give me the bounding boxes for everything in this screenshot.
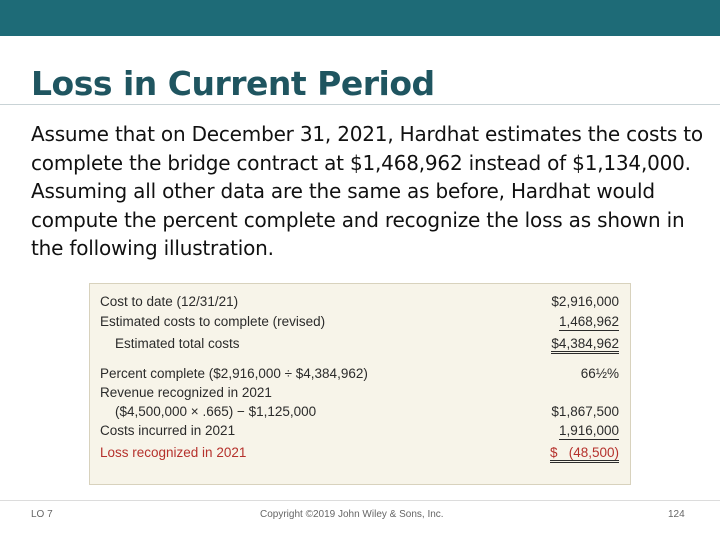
row-label: Costs incurred in 2021 bbox=[100, 423, 236, 438]
row-label: Estimated costs to complete (revised) bbox=[100, 314, 326, 329]
body-line: the following illustration. bbox=[31, 236, 274, 260]
row-label: ($4,500,000 × .665) − $1,125,000 bbox=[115, 404, 317, 419]
learning-objective-label: LO 7 bbox=[31, 509, 53, 520]
footer-divider bbox=[0, 500, 720, 501]
row-value: $4,384,962 bbox=[551, 336, 619, 354]
page-number: 124 bbox=[668, 509, 685, 520]
row-value: 66½% bbox=[580, 366, 619, 381]
row-value: 1,916,000 bbox=[558, 423, 619, 438]
body-line: compute the percent complete and recognize the loss as shown in bbox=[31, 207, 685, 232]
title-divider bbox=[0, 104, 720, 105]
row-label: Estimated total costs bbox=[115, 336, 240, 351]
copyright-notice: Copyright ©2019 John Wiley & Sons, Inc. bbox=[260, 509, 444, 520]
body-line: complete the bridge contract at $1,468,962 instead of $1,134,000. bbox=[31, 150, 691, 175]
body-line: Assume that on December 31, 2021, Hardhat estimates the costs to bbox=[31, 122, 703, 146]
slide-body-text bbox=[31, 120, 701, 263]
row-value: 1,468,962 bbox=[558, 314, 619, 329]
row-value: $2,916,000 bbox=[551, 294, 619, 309]
row-value: $ (48,500) bbox=[550, 445, 619, 463]
row-label: Loss recognized in 2021 bbox=[100, 445, 247, 460]
body-line: Assuming all other data are the same as before, Hardhat would bbox=[31, 179, 655, 203]
row-label: Revenue recognized in 2021 bbox=[100, 385, 272, 400]
row-value: $1,867,500 bbox=[551, 404, 619, 419]
loss-illustration-table bbox=[89, 283, 631, 485]
row-label: Cost to date (12/31/21) bbox=[100, 294, 239, 309]
row-label: Percent complete ($2,916,000 ÷ $4,384,962) bbox=[100, 366, 368, 381]
slide-title: Loss in Current Period bbox=[31, 64, 435, 103]
header-bar bbox=[0, 0, 720, 36]
